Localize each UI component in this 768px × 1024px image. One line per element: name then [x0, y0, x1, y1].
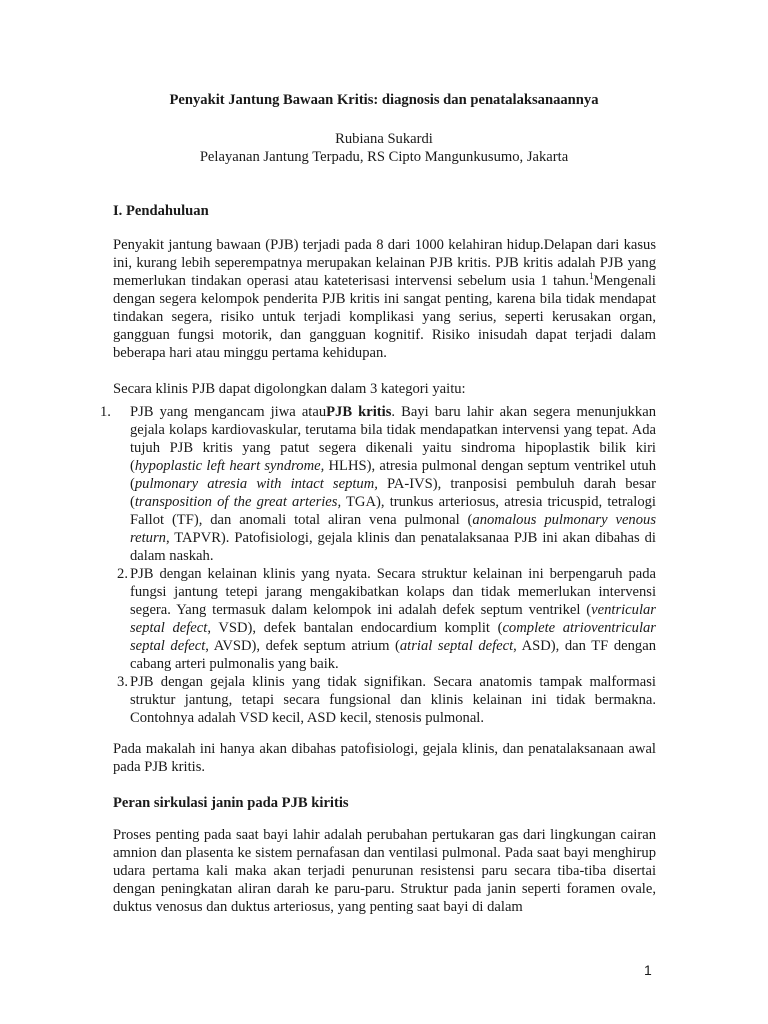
list-item: [113, 673, 656, 727]
document-title: Penyakit Jantung Bawaan Kritis: diagnosis dan penatalaksanaannya: [169, 92, 599, 108]
list-text: HLHS), atresia pulmonal dengan septum ventrikel utuh (: [130, 458, 656, 492]
list-italic-term: ventricular septal defect: [130, 602, 656, 636]
list-text: , VSD), defek bantalan endocardium komplit (: [207, 620, 503, 636]
list-number: 2.: [117, 566, 128, 582]
list-number: 3.: [117, 674, 128, 690]
list-item: [100, 403, 656, 565]
list-italic-term: complete atrioventricular septal defect: [130, 620, 656, 654]
list-text: PJB dengan gejala klinis yang tidak signifikan. Secara anatomis tampak malformasi struktur jantung, tetapi secara fungsional dan klinis kelainan ini tidak bermakna. Contohnya adalah VSD kecil, ASD kecil, stenosis pulmonal.: [130, 674, 656, 726]
list-italic-term: pulmonary atresia with intact septum,: [134, 476, 378, 492]
paragraph-text: Penyakit jantung bawaan (PJB) terjadi pada 8 dari 1000 kelahiran hidup.Delapan dari kasus ini, kurang lebih seperempatnya merupakan kelainan PJB kritis. PJB kritis adalah PJB yang memerlukan tindakan operasi atau kateterisasi intervensi sebelum usia 1 tahun.: [113, 237, 656, 289]
paragraph-text: Mengenali dengan segera kelompok penderita PJB kritis ini sangat penting, karena bila tidak mendapat tindakan segera, risiko untuk terjadi komplikasi yang serius, seperti kerusakan organ, gangguan fungsi motorik, dan gangguan kognitif. Risiko inisudah dapat terjadi dalam beberapa hari atau minggu pertama kehidupan.: [113, 273, 656, 361]
section-heading-pendahuluan: I. Pendahuluan: [113, 203, 209, 219]
list-number: 1.: [100, 404, 111, 420]
paragraph-scope: Pada makalah ini hanya akan dibahas patofisiologi, gejala klinis, dan penatalaksanaan awal pada PJB kritis.: [113, 741, 656, 775]
list-text: . Bayi baru lahir akan segera menunjukkan gejala kolaps kardiovaskular, terutama bila tidak mendapatkan intervensi yang tepat. Ada tujuh PJB kritis yang patut segera dikenali yaitu sindroma hipoplastik bilik kiri (: [130, 404, 656, 474]
section-heading-sirkulasi-janin: Peran sirkulasi janin pada PJB kiritis: [113, 795, 349, 811]
list-italic-term: atrial septal defect: [399, 638, 514, 654]
list-italic-term: transposition of the great arteries,: [134, 494, 342, 510]
paragraph-categories-intro: Secara klinis PJB dapat digolongkan dalam 3 kategori yaitu:: [113, 381, 466, 397]
category-list: [100, 403, 656, 727]
list-text: PJB yang mengancam jiwa atau: [130, 404, 327, 420]
list-text: , AVSD), defek septum atrium (: [205, 638, 400, 654]
paragraph-fetal-circulation: Proses penting pada saat bayi lahir adalah perubahan pertukaran gas dari lingkungan cairan amnion dan plasenta ke sistem pernafasan dan ventilasi pulmonal. Pada saat bayi menghirup udara pertama kali maka akan terjadi penurunan resistensi paru secara tiba-tiba disertai dengan peningkatan aliran darah ke paru-paru. Struktur pada janin seperti foramen ovale, duktus venosus dan duktus arteriosus, yang penting saat bayi di dalam: [113, 827, 656, 915]
list-text: PA-IVS), tranposisi pembuluh darah besar (: [130, 476, 656, 510]
page-number: 1: [644, 962, 652, 978]
author-affiliation: Pelayanan Jantung Terpadu, RS Cipto Mangunkusumo, Jakarta: [199, 149, 569, 165]
list-bold-term: PJB kritis: [326, 404, 392, 420]
footnote-ref: 1: [589, 271, 594, 282]
paragraph-intro: [113, 236, 656, 362]
list-text: PJB dengan kelainan klinis yang nyata. Secara struktur kelainan ini berpengaruh pada fungsi jantung tetepi jarang mengakibatkan kolaps dan tidak memerlukan intervensi segera. Yang termasuk dalam kelompok ini adalah defek septum ventrikel (: [130, 566, 656, 618]
list-text: TGA), trunkus arteriosus, atresia tricuspid, tetralogi Fallot (TF), dan anomali total aliran vena pulmonal (: [130, 494, 656, 528]
list-text: , ASD), dan TF dengan cabang arteri pulmonalis yang baik.: [130, 638, 656, 672]
list-text: , TAPVR). Patofisiologi, gejala klinis dan penatalaksanaa PJB ini akan dibahas di dalam naskah.: [130, 530, 656, 564]
list-italic-term: hypoplastic left heart syndrome,: [134, 458, 325, 474]
list-item: [113, 565, 656, 673]
list-italic-term: anomalous pulmonary venous return: [130, 512, 656, 546]
author-name: Rubiana Sukardi: [335, 131, 433, 147]
